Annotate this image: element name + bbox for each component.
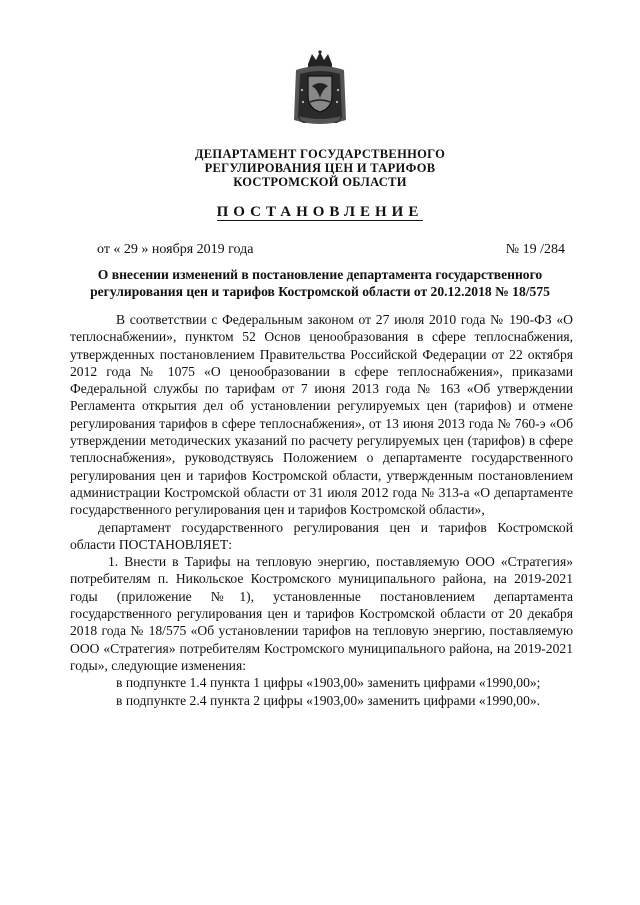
document-type xyxy=(0,203,640,221)
document-subject xyxy=(60,266,580,300)
date-number-line xyxy=(97,242,565,258)
department-line: РЕГУЛИРОВАНИЯ ЦЕН И ТАРИФОВ xyxy=(204,161,436,175)
resolves-paragraph: департамент государственного регулирования цен и тарифов Костромской области ПОСТАНОВЛЯЕТ: xyxy=(70,519,573,552)
department-line: ДЕПАРТАМЕНТ ГОСУДАРСТВЕННОГО xyxy=(194,147,446,161)
document-body xyxy=(70,311,573,709)
coat-of-arms-icon xyxy=(292,50,348,128)
item-1-paragraph: 1. Внести в Тарифы на тепловую энергию, поставляемую ООО «Стратегия» потребителям п. Никольское Костромского муниципального района, на 2019-2021 годы (приложение №1), установленные постановлением департамента государственного регулирования цен и тарифов Костромской области от 20 декабря 2018 года № 18/575 «Об установлении тарифов на тепловую энергию, поставляемую ООО «Стратегия» потребителям Костромского муниципального района, на 2019-2021 годы», следующие изменения: xyxy=(70,554,573,673)
document-date: от « 29 » ноября 2019 года xyxy=(97,242,254,257)
subitem-1-paragraph: в подпункте 1.4 пункта 1 цифры «1903,00» заменить цифрами «1990,00»; xyxy=(116,675,541,691)
subject-line: О внесении изменений в постановление департамента государственного xyxy=(97,267,543,282)
subject-line: регулирования цен и тарифов Костромской области от 20.12.2018 № 18/575 xyxy=(90,284,550,299)
document-number: № 19 /284 xyxy=(505,242,565,257)
preamble-paragraph: В соответствии с Федеральным законом от 27 июля 2010 года № 190-ФЗ «О теплоснабжении», пунктом 52 Основ ценообразования в сфере теплоснабжения, утвержденных постановлением Правительства Российской Федерации от 22 октября 2012 года № 1075 «О ценообразовании в сфере теплоснабжения», приказами Федеральной службы по тарифам от 7 июня 2013 года № 163 «Об утверждении Регламента открытия дел об установлении регулируемых цен (тарифов) и отмене регулирования тарифов в сфере теплоснабжения», от 13 июня 2013 года № 760-э «Об утверждении методических указаний по расчету регулируемых цен (тарифов) в сфере теплоснабжения», руководствуясь Положением о департаменте государственного регулирования цен и тарифов Костромской области, утвержденным постановлением администрации Костромской области от 31 июля 2012 года № 313-а «О департаменте государственного регулирования цен и тарифов Костромской области», xyxy=(70,312,573,518)
document-type-label: ПОСТАНОВЛЕНИЕ xyxy=(216,204,424,220)
department-line: КОСТРОМСКОЙ ОБЛАСТИ xyxy=(233,175,407,189)
subitem-2-paragraph: в подпункте 2.4 пункта 2 цифры «1903,00» заменить цифрами «1990,00». xyxy=(116,692,541,708)
department-name xyxy=(0,147,640,189)
